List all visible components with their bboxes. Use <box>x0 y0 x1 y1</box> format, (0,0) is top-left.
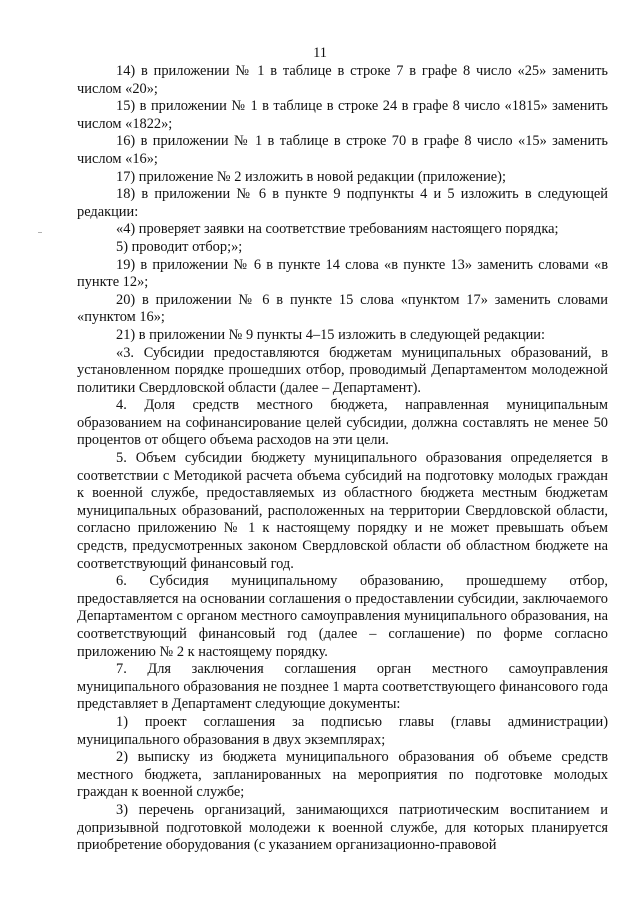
paragraph-clause-5: 5. Объем субсидии бюджету муниципального образования определяется в соответствии с Методикой расчета объема субсидий на подготовку молодых граждан к военной службе, предоставляемых из областного бюджета местным бюджетам муниципальных образований, расположенных на территории Свердловской области, согласно приложению № 1 к настоящему порядку и не может превышать объем средств, предусмотренных законом Свердловской области об областном бюджете на соответствующий финансовый год. <box>77 450 608 572</box>
paragraph-item-20: 20) в приложении № 6 в пункте 15 слова «пунктом 17» заменить словами «пунктом 16»; <box>77 291 608 326</box>
page-number: 11 <box>313 45 327 61</box>
paragraph-item-17: 17) приложение № 2 изложить в новой редакции (приложение); <box>116 168 506 185</box>
paragraph-doc-2: 2) выписку из бюджета муниципального образования об объеме средств местного бюджета, запланированных на мероприятия по подготовке молодых граждан к военной службе; <box>77 749 608 801</box>
paragraph-doc-1: 1) проект соглашения за подписью главы (главы администрации) муниципального образования в двух экземплярах; <box>77 713 608 748</box>
paragraph-clause-4: 4. Доля средств местного бюджета, направленная муниципальным образованием на софинансирование целей субсидии, должна составлять не менее 50 процентов от общего объема расходов на эти цели. <box>77 397 608 449</box>
paragraph-item-21: 21) в приложении № 9 пункты 4–15 изложить в следующей редакции: <box>116 326 545 343</box>
margin-mark <box>38 232 42 233</box>
paragraph-item-15: 15) в приложении № 1 в таблице в строке 24 в графе 8 число «1815» заменить числом «1822»; <box>77 98 608 132</box>
paragraph-clause-3: «3. Субсидии предоставляются бюджетам муниципальных образований, в установленном порядке прошедших отбор, проводимый Департаментом молодежной политики Свердловской области (далее – Департамент). <box>77 344 608 396</box>
paragraph-clause-7: 7. Для заключения соглашения орган местного самоуправления муниципального образования не позднее 1 марта соответствующего финансового года представляет в Департамент следующие документы: <box>77 661 608 713</box>
paragraph-item-19: 19) в приложении № 6 в пункте 14 слова «в пункте 13» заменить словами «в пункте 12»; <box>77 256 608 291</box>
paragraph-clause-6: 6. Субсидия муниципальному образованию, прошедшему отбор, предоставляется на основании соглашения о предоставлении субсидии, заключаемого Департаментом с органом местного самоуправления муниципального образования, на соответствующий финансовый год (далее – соглашение) по форме согласно приложению № 2 к настоящему порядку. <box>77 573 608 660</box>
document-body <box>77 63 608 855</box>
paragraph-subitem-4: «4) проверяет заявки на соответствие требованиям настоящего порядка; <box>116 221 559 238</box>
paragraph-doc-3: 3) перечень организаций, занимающихся патриотическим воспитанием и допризывной подготовкой молодежи к военной службе, для которых планируется приобретение оборудования (с указанием организационно-правовой <box>77 801 608 854</box>
paragraph-subitem-5: 5) проводит отбор;»; <box>116 238 243 255</box>
paragraph-item-16: 16) в приложении № 1 в таблице в строке 70 в графе 8 число «15» заменить числом «16»; <box>77 133 608 167</box>
paragraph-item-18: 18) в приложении № 6 в пункте 9 подпункты 4 и 5 изложить в следующей редакции: <box>77 186 608 220</box>
paragraph-item-14: 14) в приложении № 1 в таблице в строке 7 в графе 8 число «25» заменить числом «20»; <box>77 63 608 97</box>
